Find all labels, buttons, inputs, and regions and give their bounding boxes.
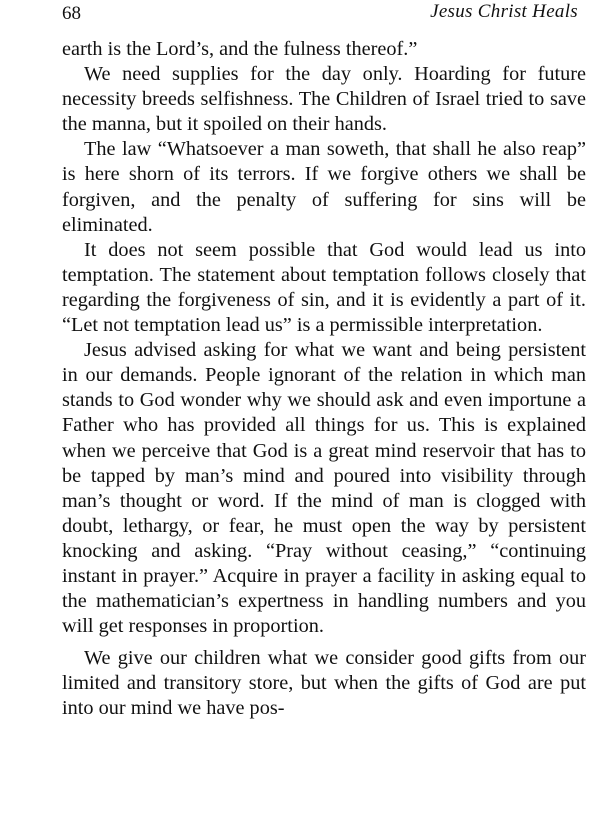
paragraph-temptation: It does not seem possible that God would lead us into temptation. The statement about temptation follows closely that regarding the forgiveness of sin, and it is evidently a part of it. “Let not temptation lead us” is a permissible interpretation. bbox=[62, 238, 586, 337]
paragraph-continuation: earth is the Lord’s, and the fulness thereof.” bbox=[62, 38, 418, 60]
running-title: Jesus Christ Heals bbox=[430, 1, 578, 22]
page-header bbox=[62, 0, 586, 24]
page-number: 68 bbox=[62, 3, 81, 24]
paragraph-supplies: We need supplies for the day only. Hoarding for future necessity breeds selfishness. The Children of Israel tried to save the manna, but it spoiled on their hands. bbox=[62, 63, 586, 136]
paragraph-law: The law “Whatsoever a man soweth, that shall he also reap” is here shorn of its terrors. If we forgive others we shall be forgiven, and the penalty of suffering for sins will be eliminated. bbox=[62, 138, 586, 236]
body-text bbox=[62, 37, 586, 722]
paragraph-gifts: We give our children what we consider good gifts from our limited and transitory store, but when the gifts of God are put into our mind we have pos- bbox=[62, 647, 586, 720]
paragraph-persistence: Jesus advised asking for what we want and being persistent in our demands. People ignorant of the relation in which man stands to God wonder why we should ask and even importune a Father who has provided all things for us. This is explained when we perceive that God is a great mind reservoir that has to be tapped by man’s mind and poured into visibility through man’s thought or word. If the mind of man is clogged with doubt, lethargy, or fear, he must open the way by persistent knocking and asking. “Pray without ceasing,” “continuing instant in prayer.” Acquire in prayer a facility in asking equal to the mathematician’s expertness in handling numbers and you will get responses in proportion. bbox=[62, 339, 586, 638]
